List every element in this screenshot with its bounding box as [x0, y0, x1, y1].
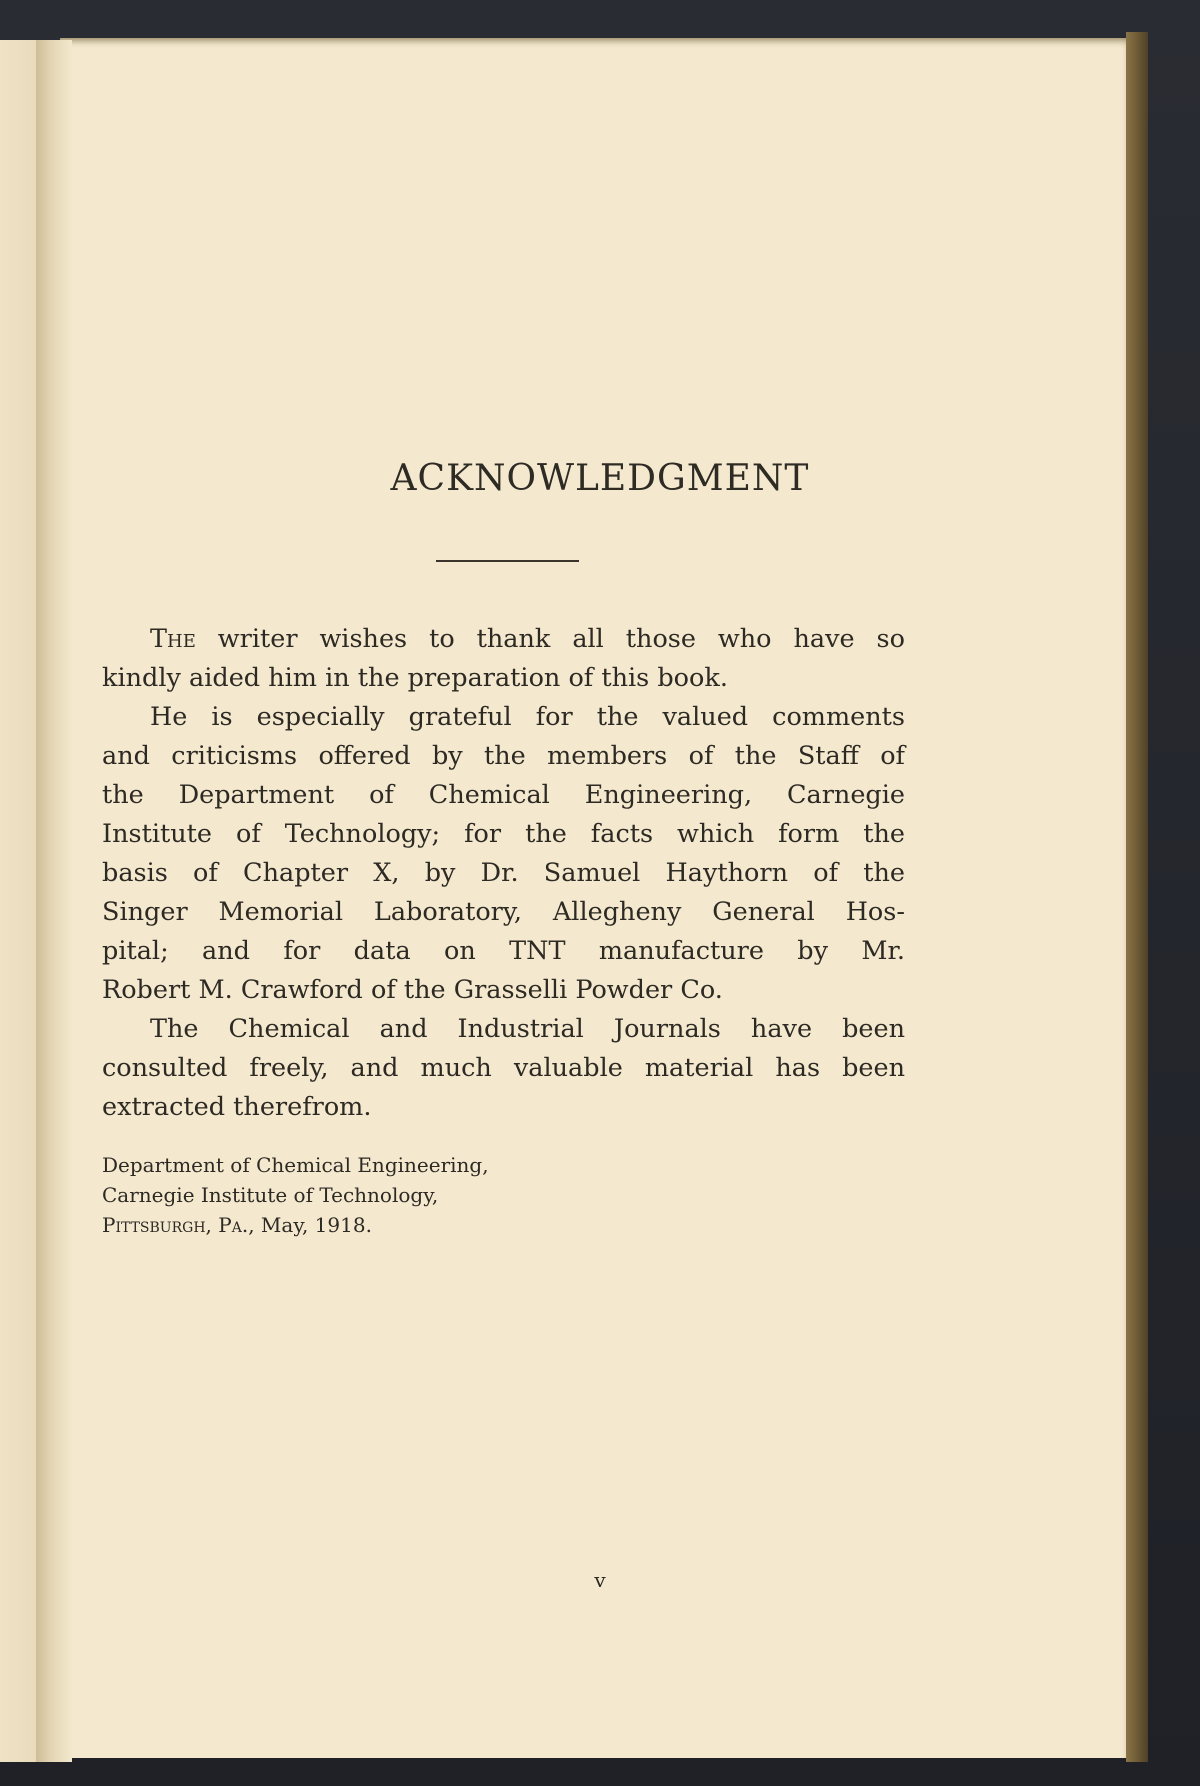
text-line: Robert M. Crawford of the Grasselli Powder Co. — [102, 975, 723, 1005]
text-line: The Chemical and Industrial Journals have been — [150, 1014, 905, 1044]
city: Pittsburgh — [102, 1213, 206, 1237]
text-line: basis of Chapter X, by Dr. Samuel Haythorn of the — [102, 858, 905, 888]
text-line-content: writer wishes to thank all those who have so — [195, 624, 905, 654]
text-line: Institute of Technology; for the facts which form the — [102, 819, 905, 849]
page-gutter — [36, 40, 72, 1762]
text-line: and criticisms offered by the members of the Staff of — [102, 741, 905, 771]
page-number: v — [594, 1568, 606, 1592]
text-line: Singer Memorial Laboratory, Allegheny General Hos- — [102, 897, 905, 927]
page-edge — [1126, 32, 1148, 1762]
page-title: ACKNOWLEDGMENT — [390, 458, 810, 499]
text-line: pital; and for data on TNT manufacture by Mr. — [102, 936, 905, 966]
divider — [436, 560, 579, 562]
text-line: the Department of Chemical Engineering, Carnegie — [102, 780, 905, 810]
text-line: extracted therefrom. — [102, 1092, 372, 1122]
state: Pa. — [218, 1213, 249, 1237]
signature-line: Department of Chemical Engineering, — [102, 1153, 489, 1177]
text-line: kindly aided him in the preparation of this book. — [102, 663, 728, 693]
signature-place-date: Pittsburgh, Pa., May, 1918. — [102, 1213, 372, 1237]
lead-word: The — [150, 624, 196, 654]
date: , May, 1918. — [248, 1213, 372, 1237]
text-line: consulted freely, and much valuable material has been — [102, 1053, 905, 1083]
text-line: He is especially grateful for the valued comments — [150, 702, 905, 732]
signature-line: Carnegie Institute of Technology, — [102, 1183, 439, 1207]
text-line — [102, 620, 905, 659]
body-text — [102, 620, 905, 1127]
left-page-edge — [0, 40, 36, 1762]
signature-block — [102, 1150, 489, 1240]
